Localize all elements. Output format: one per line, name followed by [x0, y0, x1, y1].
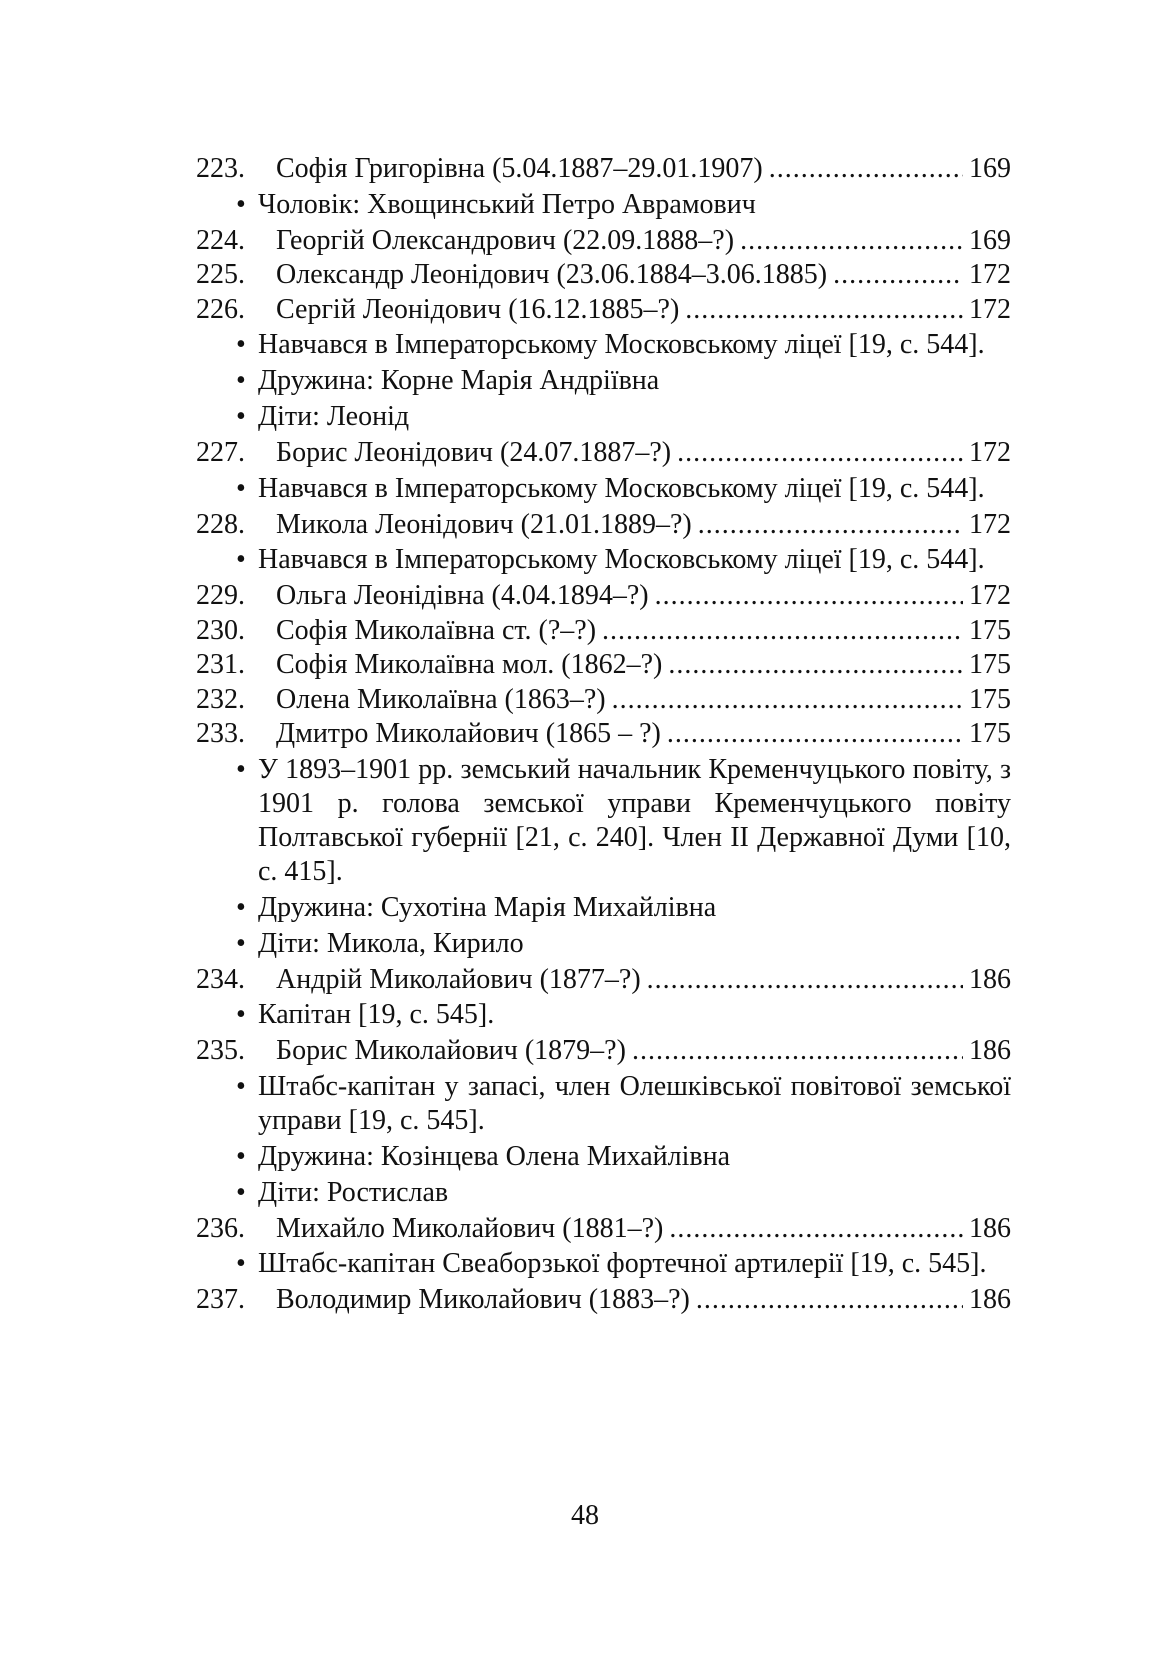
- entry-page: 172: [969, 508, 1011, 540]
- entry-name: Микола Леонідович (21.01.1889–?): [276, 508, 692, 540]
- entry-line: [196, 963, 1011, 998]
- entry-name: Софія Григорівна (5.04.1887–29.01.1907): [276, 153, 763, 184]
- entry-number: 226.: [196, 293, 245, 325]
- entry-name: Дмитро Миколайович (1865 – ?): [276, 718, 661, 749]
- bullet-icon: •: [236, 329, 246, 360]
- entry-number: 224.: [196, 224, 245, 256]
- bullet-icon: •: [236, 1176, 246, 1208]
- note-text: Навчався в Імператорському Московському ліцеї [19, с. 544].: [258, 472, 985, 504]
- bullet-icon: •: [236, 188, 246, 220]
- entry-page: 169: [969, 224, 1011, 256]
- entry-page: 169: [969, 153, 1011, 184]
- note-text: Дружина: Корне Марія Андріївна: [258, 365, 660, 396]
- entry-line: [196, 436, 1011, 471]
- entry-number: 232.: [196, 683, 245, 715]
- entry-name: Володимир Миколайович (1883–?): [276, 1284, 690, 1315]
- entry-note: [196, 364, 1011, 398]
- entry-line: [196, 152, 1011, 187]
- entry-name: Борис Миколайович (1879–?): [276, 1035, 626, 1066]
- note-text: Штабс-капітан у запасі, член Олешківської повітової земської управи [19, с. 545].: [258, 1070, 1011, 1136]
- index-entry: [196, 648, 1011, 683]
- entry-note: [196, 188, 1011, 222]
- note-text: Навчався в Імператорському Московському ліцеї [19, с. 544].: [258, 544, 985, 575]
- entry-note: [196, 472, 1011, 506]
- entry-name: Георгій Олександрович (22.09.1888–?): [276, 224, 735, 256]
- note-text: Діти: Микола, Кирило: [258, 927, 524, 959]
- entry-number: 234.: [196, 963, 245, 995]
- dot-leader: [677, 436, 963, 471]
- dot-leader: [647, 963, 963, 998]
- entry-note: [196, 753, 1011, 889]
- bullet-icon: •: [236, 1140, 246, 1172]
- entry-number: 233.: [196, 718, 245, 749]
- index-entry: [196, 579, 1011, 614]
- entry-page: 172: [969, 437, 1011, 468]
- entry-number: 228.: [196, 508, 245, 540]
- note-text: У 1893–1901 рр. земський начальник Кременчуцького повіту, з 1901 р. голова земської управи Кременчуцького повіту Полтавської губернії [21, с. 240]. Член II Державної Думи [10, с. 415].: [258, 753, 1011, 887]
- entry-page: 186: [969, 1284, 1011, 1315]
- entry-number: 231.: [196, 649, 245, 680]
- entry-line: [196, 293, 1011, 328]
- index-entry: [196, 1034, 1011, 1210]
- entry-line: [196, 1283, 1011, 1318]
- index-entry: [196, 258, 1011, 293]
- index-entry: [196, 152, 1011, 222]
- entry-number: 237.: [196, 1284, 245, 1315]
- entry-note: [196, 927, 1011, 961]
- entry-note: [196, 328, 1011, 362]
- entry-name: Борис Леонідович (24.07.1887–?): [276, 437, 672, 468]
- dot-leader: [685, 293, 963, 328]
- entry-number: 225.: [196, 259, 245, 290]
- entry-page: 186: [969, 1212, 1011, 1244]
- index-entry: [196, 614, 1011, 649]
- page-number: 48: [571, 1500, 599, 1531]
- index-entry: [196, 508, 1011, 578]
- entry-name: Олександр Леонідович (23.06.1884–3.06.1885): [276, 259, 828, 290]
- entry-name: Сергій Леонідович (16.12.1885–?): [276, 293, 680, 325]
- index-entry: [196, 1283, 1011, 1318]
- entry-note: [196, 998, 1011, 1032]
- entry-line: [196, 683, 1011, 718]
- index-entry: [196, 436, 1011, 506]
- dot-leader: [833, 258, 963, 293]
- index-entry: [196, 224, 1011, 259]
- dot-leader: [667, 717, 963, 752]
- entry-name: Софія Миколаївна ст. (?–?): [276, 614, 597, 646]
- entry-number: 236.: [196, 1212, 245, 1244]
- dot-leader: [668, 648, 963, 683]
- entry-page: 172: [969, 259, 1011, 290]
- bullet-icon: •: [236, 753, 246, 785]
- entry-line: [196, 1212, 1011, 1247]
- bullet-icon: •: [236, 544, 246, 575]
- entry-name: Ольга Леонідівна (4.04.1894–?): [276, 580, 649, 611]
- entry-note: [196, 1176, 1011, 1210]
- entry-number: 230.: [196, 614, 245, 646]
- entry-page: 186: [969, 963, 1011, 995]
- note-text: Діти: Леонід: [258, 401, 410, 432]
- note-text: Капітан [19, с. 545].: [258, 999, 495, 1030]
- entry-number: 229.: [196, 580, 245, 611]
- entry-note: [196, 400, 1011, 434]
- entry-name: Олена Миколаївна (1863–?): [276, 683, 606, 715]
- entry-page: 172: [969, 293, 1011, 325]
- entry-page: 172: [969, 580, 1011, 611]
- note-text: Навчався в Імператорському Московському ліцеї [19, с. 544].: [258, 329, 985, 360]
- entry-page: 186: [969, 1035, 1011, 1066]
- genealogy-index-page: [196, 152, 1011, 1318]
- bullet-icon: •: [236, 472, 246, 504]
- dot-leader: [740, 224, 963, 259]
- entry-page: 175: [969, 683, 1011, 715]
- entry-line: [196, 648, 1011, 683]
- entry-line: [196, 614, 1011, 649]
- note-text: Діти: Ростислав: [258, 1176, 449, 1208]
- entry-note: [196, 1070, 1011, 1138]
- dot-leader: [769, 152, 963, 187]
- entry-number: 235.: [196, 1035, 245, 1066]
- entry-number: 227.: [196, 437, 245, 468]
- entry-page: 175: [969, 649, 1011, 680]
- dot-leader: [696, 1283, 963, 1318]
- entry-note: [196, 1247, 1011, 1281]
- index-entry: [196, 683, 1011, 718]
- note-text: Штабс-капітан Свеаборзької фортечної артилерії [19, с. 545].: [258, 1248, 987, 1279]
- entry-page: 175: [969, 614, 1011, 646]
- note-text: Чоловік: Хвощинський Петро Аврамович: [258, 188, 756, 220]
- bullet-icon: •: [236, 891, 246, 923]
- dot-leader: [632, 1034, 963, 1069]
- bullet-icon: •: [236, 365, 246, 396]
- entry-line: [196, 579, 1011, 614]
- entry-line: [196, 258, 1011, 293]
- entry-line: [196, 717, 1011, 752]
- entry-line: [196, 508, 1011, 543]
- index-entry: [196, 717, 1011, 961]
- entry-page: 175: [969, 718, 1011, 749]
- entry-note: [196, 891, 1011, 925]
- entry-name: Михайло Миколайович (1881–?): [276, 1212, 664, 1244]
- entry-name: Софія Миколаївна мол. (1862–?): [276, 649, 663, 680]
- entry-note: [196, 1140, 1011, 1174]
- index-entry: [196, 293, 1011, 435]
- bullet-icon: •: [236, 999, 246, 1030]
- note-text: Дружина: Козінцева Олена Михайлівна: [258, 1140, 731, 1172]
- dot-leader: [602, 614, 963, 649]
- dot-leader: [655, 579, 963, 614]
- dot-leader: [612, 683, 963, 718]
- bullet-icon: •: [236, 401, 246, 432]
- entry-note: [196, 543, 1011, 577]
- bullet-icon: •: [236, 1248, 246, 1279]
- bullet-icon: •: [236, 1070, 246, 1102]
- entry-name: Андрій Миколайович (1877–?): [276, 963, 641, 995]
- dot-leader: [669, 1212, 963, 1247]
- bullet-icon: •: [236, 927, 246, 959]
- index-entry: [196, 963, 1011, 1033]
- entry-line: [196, 1034, 1011, 1069]
- note-text: Дружина: Сухотіна Марія Михайлівна: [258, 891, 717, 923]
- dot-leader: [698, 508, 963, 543]
- index-entry: [196, 1212, 1011, 1282]
- entry-line: [196, 224, 1011, 259]
- entry-number: 223.: [196, 153, 245, 184]
